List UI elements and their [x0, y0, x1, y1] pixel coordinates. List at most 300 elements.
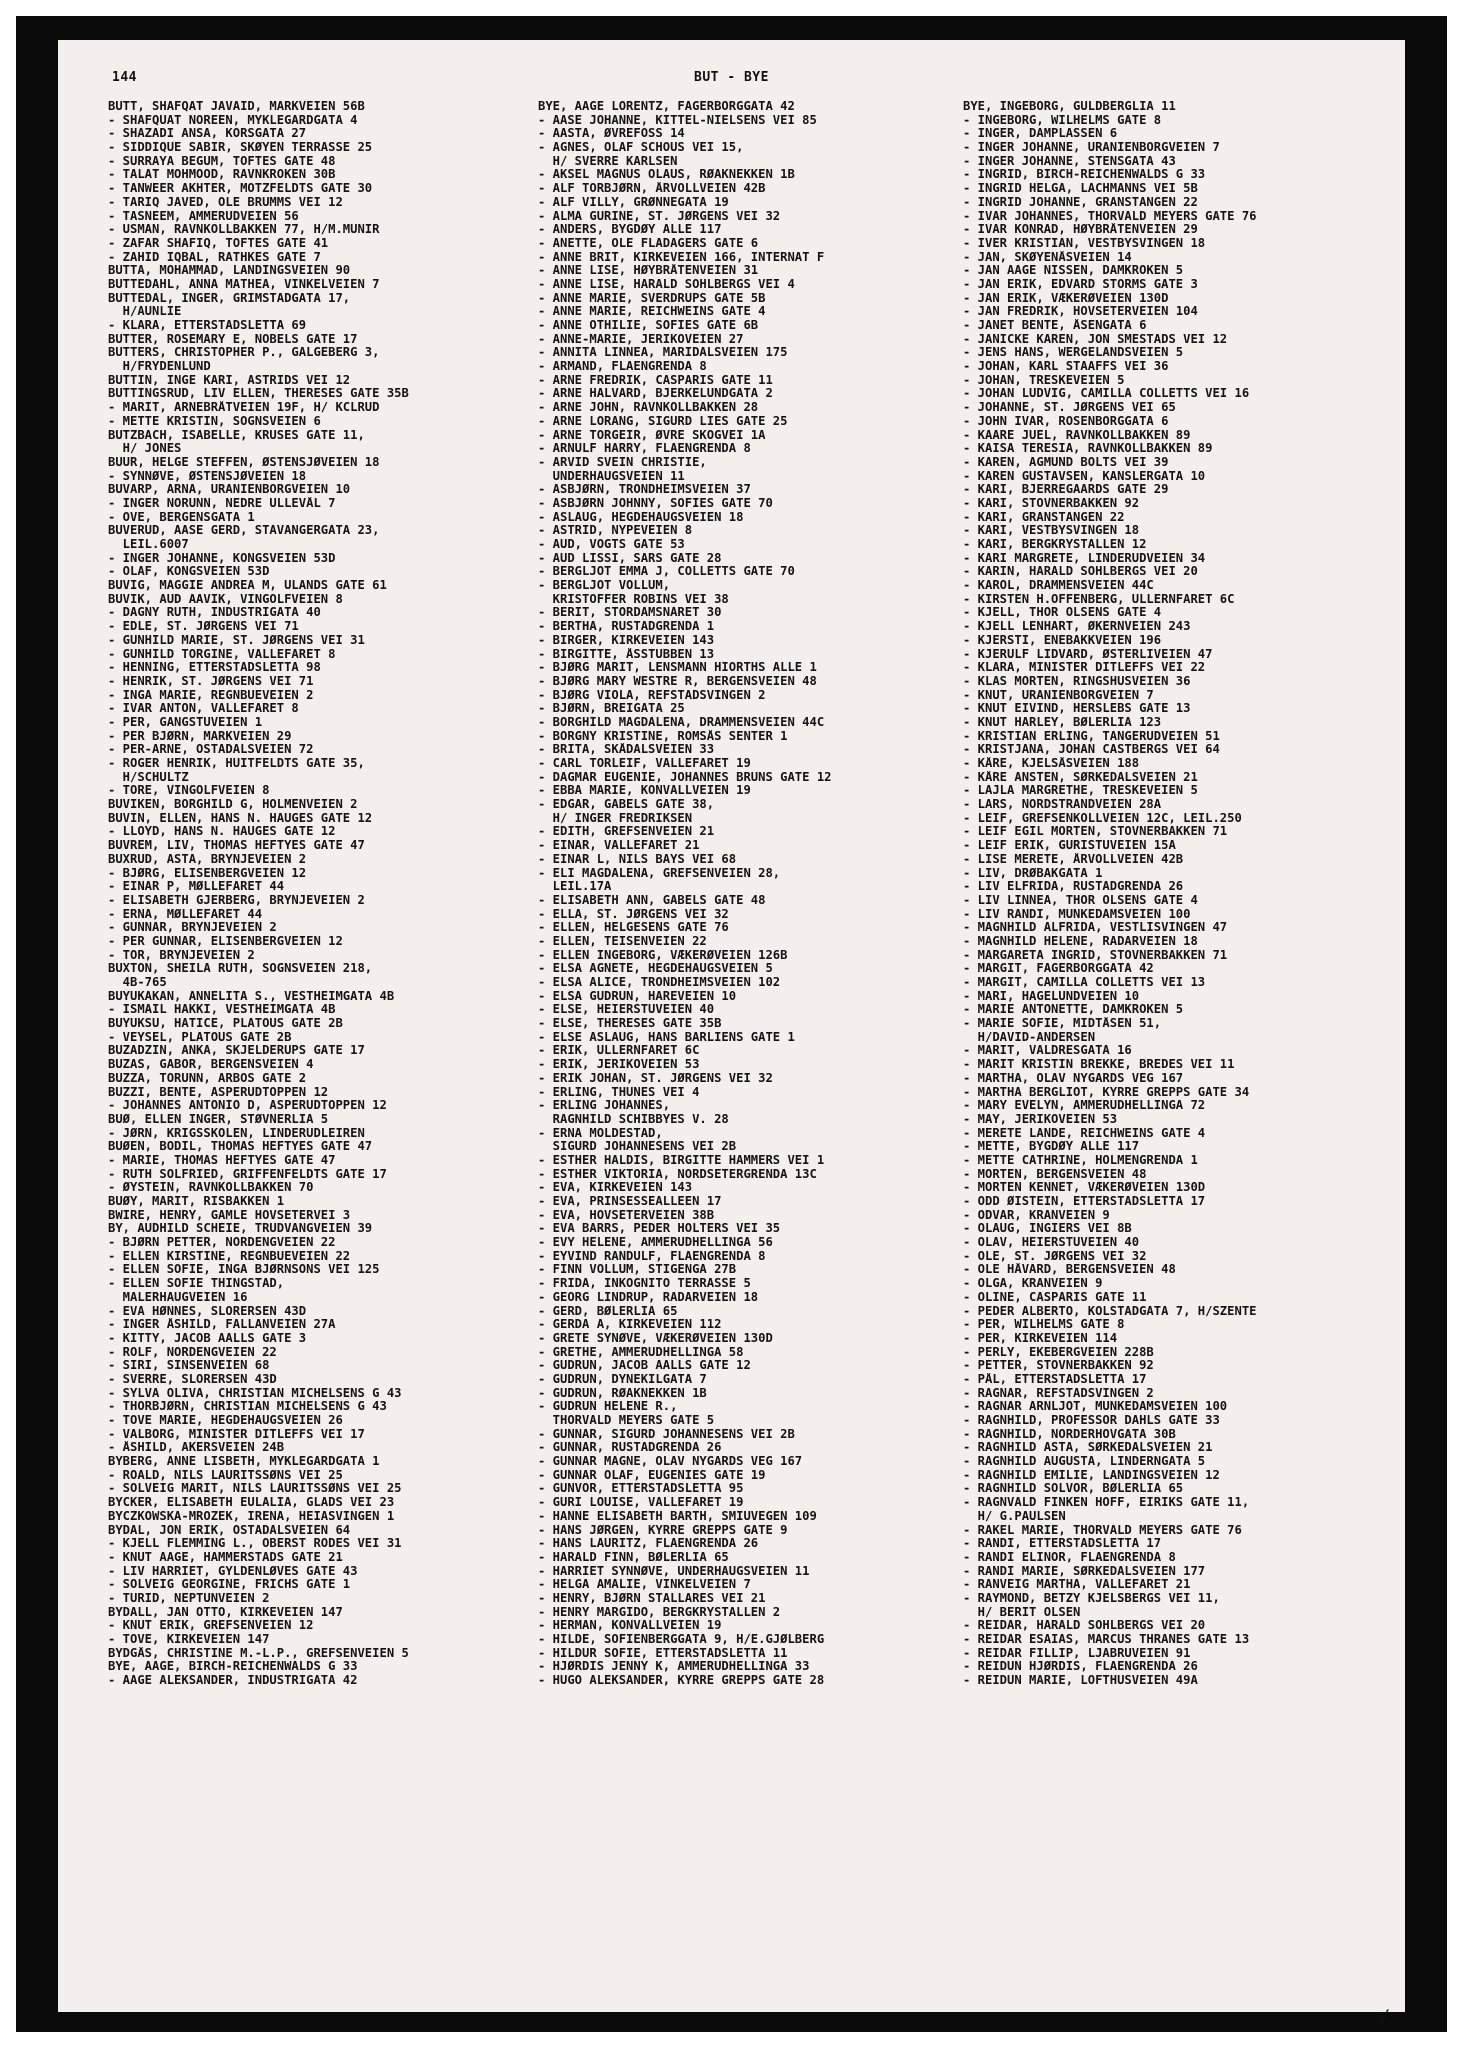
- directory-entry: - KJERSTI, ENEBAKKVEIEN 196: [963, 633, 1162, 647]
- directory-entry: - ARNE TORGEIR, ØVRE SKOGVEI 1A: [538, 428, 766, 442]
- directory-entry: - ELI MAGDALENA, GREFSENVEIEN 28,: [538, 866, 781, 880]
- directory-entry: - EDITH, GREFSENVEIEN 21: [538, 825, 715, 839]
- directory-entry: H/ G.PAULSEN: [963, 1509, 1066, 1523]
- directory-entry: - ELSE, HEIERSTUVEIEN 40: [538, 1003, 715, 1017]
- directory-entry: - INGER, DAMPLASSEN 6: [963, 127, 1118, 141]
- directory-entry: - ERNA MOLDESTAD,: [538, 1126, 663, 1140]
- directory-entry: - BJØRG, ELISENBERGVEIEN 12: [108, 866, 307, 880]
- directory-entry: - LISE MERETE, ÅRVOLLVEIEN 42B: [963, 852, 1184, 866]
- directory-entry: - KNUT HARLEY, BØLERLIA 123: [963, 715, 1162, 729]
- directory-entry: - ALF VILLY, GRØNNEGATA 19: [538, 195, 729, 209]
- directory-entry: - SIDDIQUE SABIR, SKØYEN TERRASSE 25: [108, 141, 373, 155]
- directory-entry: - ARNE FREDRIK, CASPARIS GATE 11: [538, 373, 773, 387]
- directory-entry: - INGA MARIE, REGNBUEVEIEN 2: [108, 688, 314, 702]
- directory-entry: - KJELL LENHART, ØKERNVEIEN 243: [963, 620, 1191, 634]
- directory-entry: - BERGLJOT EMMA J, COLLETTS GATE 70: [538, 565, 795, 579]
- directory-entry: BUVIK, AUD AAVIK, VINGOLFVEIEN 8: [108, 592, 343, 606]
- directory-entry: BUXRUD, ASTA, BRYNJEVEIEN 2: [108, 852, 307, 866]
- directory-entry: - REIDAR ESAIAS, MARCUS THRANES GATE 13: [963, 1633, 1250, 1646]
- directory-entry: - TURID, NEPTUNVEIEN 2: [108, 1591, 270, 1605]
- directory-entry: - HUGO ALEKSANDER, KYRRE GREPPS GATE 28: [538, 1674, 825, 1688]
- directory-entry: - TOR, BRYNJEVEIEN 2: [108, 948, 255, 962]
- directory-entry: - ERIK, ULLERNFARET 6C: [538, 1044, 700, 1058]
- directory-entry: - ASLAUG, HEGDEHAUGSVEIEN 18: [538, 510, 744, 524]
- directory-entry: - ELLEN, TEISENVEIEN 22: [538, 934, 707, 948]
- directory-entry: - ERNA, MØLLEFARET 44: [108, 907, 263, 921]
- directory-entry: - BJØRN PETTER, NORDENGVEIEN 22: [108, 1236, 336, 1250]
- directory-entry: - BERGLJOT VOLLUM,: [538, 579, 671, 593]
- directory-entry: - ANETTE, OLE FLADAGERS GATE 6: [538, 236, 759, 250]
- directory-entry: - ANNE BRIT, KIRKEVEIEN 166, INTERNAT F: [538, 250, 825, 264]
- directory-entry: - PER, WILHELMS GATE 8: [963, 1318, 1125, 1332]
- directory-entry: BUYUKSU, HATICE, PLATOUS GATE 2B: [108, 1017, 343, 1031]
- directory-entry: - GERD, BØLERLIA 65: [538, 1304, 678, 1318]
- directory-entry: - ARVID SVEIN CHRISTIE,: [538, 455, 707, 469]
- directory-entry: - EVY HELENE, AMMERUDHELLINGA 56: [538, 1236, 773, 1250]
- directory-entry: - OLINE, CASPARIS GATE 11: [963, 1290, 1147, 1304]
- directory-entry: - RAGNHILD SOLVOR, BØLERLIA 65: [963, 1482, 1184, 1496]
- check-mark: √: [1378, 2008, 1389, 2027]
- directory-entry: - JØRN, KRIGSSKOLEN, LINDERUDLEIREN: [108, 1126, 365, 1140]
- directory-entry: BYDAL, JON ERIK, OSTADALSVEIEN 64: [108, 1523, 351, 1537]
- directory-entry: - LIV ELFRIDA, RUSTADGRENDA 26: [963, 880, 1184, 894]
- directory-entry: - DAGNY RUTH, INDUSTRIGATA 40: [108, 606, 321, 620]
- directory-entry: - JAN ERIK, VÆKERØVEIEN 130D: [963, 291, 1169, 305]
- listing-column-3: [963, 100, 1383, 1688]
- directory-entry: - RANDI MARIE, SØRKEDALSVEIEN 177: [963, 1564, 1206, 1578]
- directory-entry: - EDGAR, GABELS GATE 38,: [538, 798, 715, 812]
- directory-entry: - ZAHID IQBAL, RATHKES GATE 7: [108, 250, 321, 264]
- directory-entry: - JOHAN LUDVIG, CAMILLA COLLETTS VEI 16: [963, 387, 1250, 401]
- directory-entry: BUTT, SHAFQAT JAVAID, MARKVEIEN 56B: [108, 100, 365, 113]
- directory-entry: - RUTH SOLFRIED, GRIFFENFELDTS GATE 17: [108, 1167, 387, 1181]
- directory-entry: BUØ, ELLEN INGER, STØVNERLIA 5: [108, 1112, 329, 1126]
- directory-entry: - ARMAND, FLAENGRENDA 8: [538, 360, 707, 374]
- directory-entry: - ANNE LISE, HARALD SÖHLBERGS VEI 4: [538, 277, 795, 291]
- directory-entry: - HENNING, ETTERSTADSLETTA 98: [108, 661, 321, 675]
- directory-entry: - ALF TORBJØRN, ÅRVOLLVEIEN 42B: [538, 182, 766, 196]
- directory-entry: - RAGNHILD ASTA, SØRKEDALSVEIEN 21: [963, 1441, 1213, 1455]
- directory-entry: - MAGNHILD HELENE, RADARVEIEN 18: [963, 934, 1198, 948]
- directory-entry: - RAGNVALD FINKEN HOFF, EIRIKS GATE 11,: [963, 1496, 1250, 1510]
- directory-entry: - GUDRUN, DYNEKILGATA 7: [538, 1372, 707, 1386]
- directory-entry: H/DAVID-ANDERSEN: [963, 1030, 1096, 1044]
- directory-entry: - TARIQ JAVED, OLE BRUMMS VEI 12: [108, 195, 343, 209]
- directory-entry: - KNUT AAGE, HAMMERSTADS GATE 21: [108, 1550, 343, 1564]
- directory-entry: - SURRAYA BEGUM, TOFTES GATE 48: [108, 154, 336, 168]
- directory-entry: - GURI LOUISE, VALLEFARET 19: [538, 1496, 744, 1510]
- directory-entry: - BIRGER, KIRKEVEIEN 143: [538, 633, 715, 647]
- directory-entry: - ELLA, ST. JØRGENS VEI 32: [538, 907, 729, 921]
- directory-entry: - METTE CATHRINE, HOLMENGRENDA 1: [963, 1153, 1198, 1167]
- directory-entry: - AUD, VOGTS GATE 53: [538, 538, 685, 551]
- directory-entry: - INGRID HELGA, LACHMANNS VEI 5B: [963, 182, 1198, 196]
- directory-entry: - KLARA, MINISTER DITLEFFS VEI 22: [963, 661, 1206, 675]
- directory-entry: - ELLEN INGEBORG, VÆKERØVEIEN 126B: [538, 948, 788, 962]
- directory-entry: - SIRI, SINSENVEIEN 68: [108, 1359, 270, 1373]
- directory-entry: BYE, INGEBORG, GULDBERGLIA 11: [963, 100, 1176, 113]
- directory-entry: - INGER JOHANNE, STENSGATA 43: [963, 154, 1176, 168]
- directory-entry: - VEYSEL, PLATOUS GATE 2B: [108, 1030, 292, 1044]
- directory-entry: - ALMA GURINE, ST. JØRGENS VEI 32: [538, 209, 781, 223]
- directory-entry: - FRIDA, INKOGNITO TERRASSE 5: [538, 1277, 751, 1291]
- directory-entry: - RANDI, ETTERSTADSLETTA 17: [963, 1537, 1162, 1551]
- directory-entry: - MARIT, ARNEBRÅTVEIEN 19F, H/ KCLRUD: [108, 401, 380, 415]
- directory-entry: - GUNHILD MARIE, ST. JØRGENS VEI 31: [108, 633, 365, 647]
- directory-entry: - TANWEER AKHTER, MOTZFELDTS GATE 30: [108, 182, 373, 196]
- directory-entry: - MARY EVELYN, AMMERUDHELLINGA 72: [963, 1099, 1206, 1113]
- directory-entry: - KAISA TERESIA, RAVNKOLLBAKKEN 89: [963, 442, 1213, 456]
- directory-entry: - GUNNAR OLAF, EUGENIES GATE 19: [538, 1468, 766, 1482]
- directory-entry: - REIDUN MARIE, LOFTHUSVEIEN 49A: [963, 1674, 1198, 1688]
- directory-entry: - SOLVEIG GEORGINE, FRICHS GATE 1: [108, 1578, 351, 1592]
- directory-entry: - SYLVA OLIVA, CHRISTIAN MICHELSENS G 43: [108, 1386, 402, 1400]
- directory-entry: - TORE, VINGOLFVEIEN 8: [108, 784, 270, 798]
- directory-entry: - ANNE OTHILIE, SOFIES GATE 6B: [538, 319, 759, 332]
- directory-entry: - KAREN GUSTAVSEN, KANSLERGATA 10: [963, 469, 1206, 483]
- directory-entry: - EVA, PRINSESSEALLEEN 17: [538, 1195, 722, 1208]
- directory-entry: - PER BJØRN, MARKVEIEN 29: [108, 729, 292, 743]
- directory-entry: - CARL TORLEIF, VALLEFARET 19: [538, 757, 751, 770]
- directory-entry: - AGNES, OLAF SCHOUS VEI 15,: [538, 141, 744, 155]
- directory-entry: - MARIT KRISTIN BREKKE, BREDES VEI 11: [963, 1058, 1235, 1072]
- directory-entry: - GUNVOR, ETTERSTADSLETTA 95: [538, 1482, 744, 1496]
- directory-entry: - PER, GANGSTUVEIEN 1: [108, 715, 263, 729]
- directory-entry: - RANDI ELINOR, FLAENGRENDA 8: [963, 1550, 1176, 1564]
- directory-entry: - LAJLA MARGRETHE, TRESKEVEIEN 5: [963, 784, 1198, 798]
- directory-entry: - ROALD, NILS LAURITSSØNS VEI 25: [108, 1468, 343, 1482]
- directory-entry: - AUD LISSI, SARS GATE 28: [538, 551, 722, 565]
- directory-entry: - EINAR P, MØLLEFARET 44: [108, 880, 285, 894]
- directory-entry: - ERIK JOHAN, ST. JØRGENS VEI 32: [538, 1071, 773, 1085]
- directory-entry: - MORTEN KENNET, VÆKERØVEIEN 130D: [963, 1181, 1206, 1195]
- directory-entry: - EINAR, VALLEFARET 21: [538, 839, 700, 853]
- directory-entry: - KARI, VESTBYSVINGEN 18: [963, 524, 1140, 538]
- directory-entry: BWIRE, HENRY, GAMLE HOVSETERVEI 3: [108, 1208, 351, 1222]
- directory-entry: - ODD ØISTEIN, ETTERSTADSLETTA 17: [963, 1195, 1206, 1208]
- directory-entry: - BJØRN, BREIGATA 25: [538, 702, 685, 716]
- directory-entry: - ELLEN, HELGESENS GATE 76: [538, 921, 729, 935]
- directory-entry: - ELSA GUDRUN, HAREVEIEN 10: [538, 989, 737, 1003]
- directory-entry: LEIL.6007: [108, 538, 189, 551]
- directory-entry: MALERHAUGVEIEN 16: [108, 1290, 248, 1304]
- directory-entry: BUZADZIN, ANKA, SKJELDERUPS GATE 17: [108, 1044, 365, 1058]
- directory-entry: - ELSE ASLAUG, HANS BARLIENS GATE 1: [538, 1030, 795, 1044]
- directory-entry: - ELISABETH ANN, GABELS GATE 48: [538, 893, 766, 907]
- directory-entry: - KARI, STOVNERBAKKEN 92: [963, 496, 1140, 510]
- directory-entry: - MAY, JERIKOVEIEN 53: [963, 1112, 1118, 1126]
- directory-entry: - SVERRE, SLORERSEN 43D: [108, 1372, 277, 1386]
- listing-column-1: [108, 100, 528, 1688]
- directory-entry: - PERLY, EKEBERGVEIEN 228B: [963, 1345, 1154, 1359]
- directory-entry: BUVIG, MAGGIE ANDREA M, ULANDS GATE 61: [108, 579, 387, 593]
- directory-entry: - GUDRUN, RØAKNEKKEN 1B: [538, 1386, 707, 1400]
- directory-entry: BYDALL, JAN OTTO, KIRKEVEIEN 147: [108, 1605, 343, 1619]
- directory-entry: - ELSE, THERESES GATE 35B: [538, 1017, 722, 1031]
- directory-entry: BUTTA, MOHAMMAD, LANDINGSVEIEN 90: [108, 264, 351, 278]
- directory-entry: - ØYSTEIN, RAVNKOLLBAKKEN 70: [108, 1181, 314, 1195]
- directory-entry: - SOLVEIG MARIT, NILS LAURITSSØNS VEI 25: [108, 1482, 402, 1496]
- directory-entry: - BJØRG MARY WESTRE R, BERGENSVEIEN 48: [538, 674, 817, 688]
- directory-entry: BYCZKOWSKA-MROZEK, IRENA, HEIASVINGEN 1: [108, 1509, 395, 1523]
- directory-entry: - GUNNAR MAGNE, OLAV NYGARDS VEG 167: [538, 1455, 803, 1469]
- directory-entry: - RAGNAR ARNLJOT, MUNKEDAMSVEIEN 100: [963, 1400, 1228, 1414]
- directory-entry: - JAN FREDRIK, HOVSETERVEIEN 104: [963, 305, 1198, 319]
- directory-entry: - GUNNAR, SIGURD JOHANNESENS VEI 2B: [538, 1427, 795, 1441]
- directory-entry: - HENRY, BJØRN STALLARES VEI 21: [538, 1591, 766, 1605]
- directory-entry: - IVAR KONRAD, HØYBRÅTENVEIEN 29: [963, 223, 1198, 237]
- directory-entry: - MAGNHILD ALFRIDA, VESTLISVINGEN 47: [963, 921, 1228, 935]
- directory-entry: - KARI MARGRETE, LINDERUDVEIEN 34: [963, 551, 1206, 565]
- directory-entry: - SHAZADI ANSA, KÖRSGATA 27: [108, 127, 307, 141]
- directory-entry: - JAN ERIK, EDVARD STORMS GATE 3: [963, 277, 1198, 291]
- directory-entry: - HENRIK, ST. JØRGENS VEI 71: [108, 674, 314, 688]
- directory-entry: - PEDER ALBERTO, KOLSTADGATA 7, H/SZENTE: [963, 1304, 1257, 1318]
- directory-entry: - FINN VOLLUM, STIGENGA 27B: [538, 1263, 737, 1277]
- directory-entry: - INGER JOHANNE, KONGSVEIEN 53D: [108, 551, 336, 565]
- directory-entry: - LLOYD, HANS N. HAUGES GATE 12: [108, 825, 336, 839]
- directory-entry: - LEIF EGIL MORTEN, STOVNERBAKKEN 71: [963, 825, 1228, 839]
- directory-entry: - LIV HARRIET, GYLDENLØVES GATE 43: [108, 1564, 358, 1578]
- directory-entry: - EBBA MARIE, KONVALLVEIEN 19: [538, 784, 751, 798]
- directory-entry: - ASBJØRN, TRONDHEIMSVEIEN 37: [538, 483, 751, 497]
- directory-entry: - PETTER, STOVNERBAKKEN 92: [963, 1359, 1154, 1373]
- directory-entry: BUZZA, TORUNN, ARBOS GATE 2: [108, 1071, 307, 1085]
- directory-entry: - KNUT, URANIENBORGVEIEN 7: [963, 688, 1154, 702]
- directory-entry: - BERIT, STORDAMSNARET 30: [538, 606, 722, 620]
- directory-entry: - MORTEN, BERGENSVEIEN 48: [963, 1167, 1147, 1181]
- directory-entry: UNDERHAUGSVEIEN 11: [538, 469, 685, 483]
- directory-entry: - ELSA ALICE, TRONDHEIMSVEIEN 102: [538, 976, 781, 989]
- directory-entry: - JANET BENTE, ÅSENGATA 6: [963, 319, 1147, 332]
- directory-entry: - RAGNHILD, PROFESSOR DAHLS GATE 33: [963, 1414, 1220, 1427]
- directory-entry: - ELLEN SOFIE, INGA BJØRNSONS VEI 125: [108, 1263, 380, 1277]
- directory-entry: - ELLEN SOFIE THINGSTAD,: [108, 1277, 285, 1291]
- directory-entry: - INGER ÅSHILD, FALLANVEIEN 27A: [108, 1318, 336, 1332]
- directory-entry: - JOHN IVAR, ROSENBORGGATA 6: [963, 414, 1169, 428]
- directory-entry: - KIRSTEN H.OFFENBERG, ULLERNFARET 6C: [963, 592, 1235, 606]
- directory-entry: - AAGE ALEKSANDER, INDUSTRIGATA 42: [108, 1674, 358, 1688]
- directory-entry: - KAROL, DRAMMENSVEIEN 44C: [963, 579, 1154, 593]
- directory-entry: RAGNHILD SCHIBBYES V. 28: [538, 1112, 729, 1126]
- directory-entry: - AKSEL MAGNUS OLAUS, RØAKNEKKEN 1B: [538, 168, 795, 182]
- directory-entry: - GUDRUN, JACOB AALLS GATE 12: [538, 1359, 751, 1373]
- directory-entry: - BORGNY KRISTINE, ROMSÅS SENTER 1: [538, 729, 788, 743]
- directory-entry: 4B-765: [108, 976, 167, 989]
- directory-entry: - TALAT MOHMOOD, RAVNKROKEN 30B: [108, 168, 336, 182]
- directory-entry: - OLGA, KRANVEIEN 9: [963, 1277, 1103, 1291]
- directory-entry: - MARIE, THOMAS HEFTYES GATE 47: [108, 1153, 336, 1167]
- directory-entry: - PER, KIRKEVEIEN 114: [963, 1331, 1118, 1345]
- directory-entry: H/ JONES: [108, 442, 182, 456]
- directory-entry: - HELGA AMALIE, VINKELVEIEN 7: [538, 1578, 751, 1592]
- directory-entry: - ARNE HALVARD, BJERKELUNDGATA 2: [538, 387, 773, 401]
- directory-entry: - OLAV, HEIERSTUVEIEN 40: [963, 1236, 1140, 1250]
- directory-entry: BUTTEDAL, INGER, GRIMSTADGATA 17,: [108, 291, 351, 305]
- directory-entry: - EDLE, ST. JØRGENS VEI 71: [108, 620, 299, 634]
- directory-entry: - KAREN, AGMUND BOLTS VEI 39: [963, 455, 1169, 469]
- directory-entry: BUYUKAKAN, ANNELITA S., VESTHEIMGATA 4B: [108, 989, 395, 1003]
- directory-entry: - JOHANNES ANTONIO D, ASPERUDTOPPEN 12: [108, 1099, 387, 1113]
- directory-entry: H/ BERIT OLSEN: [963, 1605, 1081, 1619]
- directory-entry: - OLAUG, INGIERS VEI 8B: [963, 1222, 1132, 1236]
- directory-entry: - GERDA A, KIRKEVEIEN 112: [538, 1318, 722, 1332]
- directory-entry: - GRETE SYNØVE, VÆKERØVEIEN 130D: [538, 1331, 773, 1345]
- directory-entry: - HARRIET SYNNØVE, UNDERHAUGSVEIEN 11: [538, 1564, 810, 1578]
- directory-entry: - TOVE MARIE, HEGDEHAUGSVEIEN 26: [108, 1414, 343, 1427]
- directory-entry: - HILDE, SOFIENBERGGATA 9, H/E.GJØLBERG: [538, 1633, 825, 1646]
- directory-entry: - KÅRE ANSTEN, SØRKEDALSVEIEN 21: [963, 770, 1198, 784]
- directory-entry: - RAYMOND, BETZY KJELSBERGS VEI 11,: [963, 1591, 1220, 1605]
- directory-entry: - BJØRG MARIT, LENSMANN HIORTHS ALLÉ 1: [538, 661, 817, 675]
- directory-entry: - HANNE ELISABETH BARTH, SMIUVEGEN 109: [538, 1509, 817, 1523]
- directory-entry: - SHAFQUAT NOREEN, MYKLEGARDGATA 4: [108, 113, 358, 127]
- directory-entry: BUZZI, BENTE, ASPERUDTOPPEN 12: [108, 1085, 329, 1099]
- directory-entry: - ARNE JOHN, RAVNKOLLBAKKEN 28: [538, 401, 759, 415]
- directory-entry: - EVA HØNNES, SLORERSEN 43D: [108, 1304, 307, 1318]
- directory-entry: - PER-ARNE, OSTADALSVEIEN 72: [108, 743, 314, 757]
- directory-entry: - ERIK, JERIKOVEIEN 53: [538, 1058, 700, 1072]
- directory-entry: BUVERUD, AASE GERD, STAVANGERGATA 23,: [108, 524, 380, 538]
- directory-entry: - RAKEL MARIE, THORVALD MEYERS GATE 76: [963, 1523, 1242, 1537]
- directory-entry: BUTZBACH, ISABELLE, KRUSES GATE 11,: [108, 428, 365, 442]
- directory-entry: - LIV RANDI, MUNKEDAMSVEIEN 100: [963, 907, 1191, 921]
- directory-entry: - GUNNAR, BRYNJEVEIEN 2: [108, 921, 277, 935]
- directory-entry: - INGER JOHANNE, URANIENBORGVEIEN 7: [963, 141, 1220, 155]
- directory-entry: - MARIE SOFIE, MIDTÅSEN 51,: [963, 1017, 1162, 1031]
- directory-entry: - OLAF, KONGSVEIEN 53D: [108, 565, 270, 579]
- directory-entry: - LIV LINNEA, THOR OLSENS GATE 4: [963, 893, 1198, 907]
- directory-entry: - JAN, SKØYENÅSVEIEN 14: [963, 250, 1132, 264]
- directory-entry: - METTE KRISTIN, SOGNSVEIEN 6: [108, 414, 321, 428]
- directory-entry: - RAGNHILD AUGUSTA, LINDERNGATA 5: [963, 1455, 1206, 1469]
- directory-entry: - IVAR JOHANNES, THORVALD MEYERS GATE 76: [963, 209, 1257, 223]
- directory-entry: KRISTOFFER ROBINS VEI 38: [538, 592, 729, 606]
- directory-entry: - REIDAR, HARALD SOHLBERGS VEI 20: [963, 1619, 1206, 1633]
- directory-entry: - ZAFAR SHAFIQ, TOFTES GATE 41: [108, 236, 329, 250]
- directory-entry: - BJØRG VIOLA, REFSTADSVINGEN 2: [538, 688, 766, 702]
- directory-entry: - TOVE, KIRKEVEIEN 147: [108, 1633, 270, 1646]
- directory-entry: - EINAR L, NILS BAYS VEI 68: [538, 852, 737, 866]
- directory-entry: - MARIE ANTONETTE, DAMKROKEN 5: [963, 1003, 1184, 1017]
- directory-entry: - JOHAN, KARL STAAFFS VEI 36: [963, 360, 1169, 374]
- directory-entry: - KAARE JUEL, RAVNKOLLBAKKEN 89: [963, 428, 1191, 442]
- directory-entry: BUVIKEN, BORGHILD G, HOLMENVEIEN 2: [108, 798, 358, 812]
- directory-entry: - BIRGITTE, ÅSSTUBBEN 13: [538, 647, 715, 661]
- directory-entry: - MARGIT, FAGERBORGGATA 42: [963, 962, 1154, 976]
- directory-entry: - ERLING JOHANNES,: [538, 1099, 671, 1113]
- directory-entry: BYE, AAGE, BIRCH-REICHENWALDS G 33: [108, 1660, 358, 1674]
- directory-entry: - KNUT EIVIND, HERSLEBS GATE 13: [963, 702, 1191, 716]
- directory-entry: BUTTINGSRUD, LIV ELLEN, THERESES GATE 35B: [108, 387, 409, 401]
- directory-entry: - MARI, HAGELUNDVEIEN 10: [963, 989, 1140, 1003]
- directory-entry: - ARNE LORANG, SIGURD LIES GATE 25: [538, 414, 788, 428]
- directory-entry: - KARIN, HARALD SOHLBERGS VEI 20: [963, 565, 1198, 579]
- directory-entry: - JAN AAGE NISSEN, DAMKROKEN 5: [963, 264, 1184, 278]
- directory-entry: - MARGIT, CAMILLA COLLETTS VEI 13: [963, 976, 1206, 989]
- directory-entry: - IVER KRISTIAN, VESTBYSVINGEN 18: [963, 236, 1206, 250]
- directory-entry: - MARGARETA INGRID, STOVNERBAKKEN 71: [963, 948, 1228, 962]
- directory-entry: - KNUT ERIK, GREFSENVEIEN 12: [108, 1619, 314, 1633]
- directory-entry: - VALBORG, MINISTER DITLEFFS VEI 17: [108, 1427, 365, 1441]
- directory-entry: - RAGNAR, REFSTADSVINGEN 2: [963, 1386, 1154, 1400]
- directory-entry: - MARIT, VALDRESGATA 16: [963, 1044, 1132, 1058]
- directory-entry: BUVREM, LIV, THOMAS HEFTYES GATE 47: [108, 839, 365, 853]
- directory-entry: - BRITA, SKÅDALSVEIEN 33: [538, 743, 715, 757]
- directory-entry: - KJERULF LIDVARD, ØSTERLIVEIEN 47: [963, 647, 1213, 661]
- directory-entry: - ODVAR, KRANVEIEN 9: [963, 1208, 1110, 1222]
- page-header: BUT - BYE: [694, 70, 769, 85]
- directory-entry: - USMAN, RAVNKOLLBAKKEN 77, H/M.MUNIR: [108, 223, 380, 237]
- directory-entry: - LEIF ERIK, GURISTUVEIEN 15A: [963, 839, 1176, 853]
- directory-entry: - ELLEN KIRSTINE, REGNBUEVEIEN 22: [108, 1249, 351, 1263]
- page-number: 144: [112, 70, 137, 85]
- directory-entry: BYE, AAGE LORENTZ, FAGERBORGGATA 42: [538, 100, 795, 113]
- directory-entry: - HERMAN, KONVALLVEIEN 19: [538, 1619, 722, 1633]
- directory-entry: - ANNE LISE, HØYBRÅTENVEIEN 31: [538, 264, 759, 278]
- directory-entry: SIGURD JOHANNESENS VEI 2B: [538, 1140, 737, 1154]
- listing-column-2: [538, 100, 958, 1688]
- directory-entry: H/ SVERRE KARLSEN: [538, 154, 678, 168]
- directory-entry: - JOHANNE, ST. JØRGENS VEI 65: [963, 401, 1176, 415]
- directory-entry: - GUDRUN HELENE R.,: [538, 1400, 678, 1414]
- directory-entry: BUØY, MARIT, RISBAKKEN 1: [108, 1195, 285, 1208]
- directory-entry: - KÅRE, KJELSÅSVEIEN 188: [963, 757, 1140, 770]
- directory-entry: - IVAR ANTON, VALLEFARET 8: [108, 702, 299, 716]
- directory-entry: - HANS JØRGEN, KYRRE GREPPS GATE 9: [538, 1523, 788, 1537]
- directory-entry: - HJØRDIS JENNY K, AMMERUDHELLINGA 33: [538, 1660, 810, 1674]
- directory-entry: H/FRYDENLUND: [108, 360, 211, 374]
- directory-entry: - INGRID, BIRCH-REICHENWALDS G 33: [963, 168, 1206, 182]
- directory-entry: - HARALD FINN, BØLERLIA 65: [538, 1550, 729, 1564]
- directory-entry: - KITTY, JACOB AALLS GATE 3: [108, 1331, 307, 1345]
- directory-entry: - AASTA, ØVREFÖSS 14: [538, 127, 685, 141]
- directory-entry: BUTTERS, CHRISTOPHER P., GALGEBERG 3,: [108, 346, 380, 360]
- directory-entry: - THORBJØRN, CHRISTIAN MICHELSENS G 43: [108, 1400, 387, 1414]
- directory-entry: - BERTHA, RUSTADGRENDA 1: [538, 620, 715, 634]
- directory-entry: - REIDUN HJØRDIS, FLAENGRENDA 26: [963, 1660, 1198, 1674]
- directory-entry: - MERETE LANDE, REICHWEINS GATE 4: [963, 1126, 1206, 1140]
- directory-entry: - ISMAIL HAKKI, VESTHEIMGATA 4B: [108, 1003, 336, 1017]
- directory-entry: - ANNE MARIE, SVERDRUPS GATE 5B: [538, 291, 766, 305]
- directory-entry: - KRISTJANA, JOHAN CASTBERGS VEI 64: [963, 743, 1220, 757]
- directory-entry: - ELISABETH GJERBERG, BRYNJEVEIEN 2: [108, 893, 365, 907]
- directory-entry: BUTTIN, INGE KARI, ASTRIDS VEI 12: [108, 373, 351, 387]
- directory-entry: - ELSA AGNETE, HEGDEHAUGSVEIEN 5: [538, 962, 773, 976]
- directory-entry: H/SCHULTZ: [108, 770, 189, 784]
- directory-entry: - EYVIND RANDULF, FLAENGRENDA 8: [538, 1249, 766, 1263]
- directory-entry: - KARI, BJERREGAARDS GATE 29: [963, 483, 1169, 497]
- directory-entry: - RAGNHILD, NORDERHOVGATA 30B: [963, 1427, 1176, 1441]
- directory-entry: - ASBJØRN JOHNNY, SOFIES GATE 70: [538, 496, 773, 510]
- directory-entry: - ANNE-MARIE, JERIKOVEIEN 27: [538, 332, 744, 346]
- directory-entry: BYDGÅS, CHRISTINE M.-L.P., GREFSENVEIEN 5: [108, 1646, 409, 1660]
- directory-entry: BUXTON, SHEILA RUTH, SOGNSVEIEN 218,: [108, 962, 373, 976]
- directory-entry: - ANNITA LINNEA, MARIDALSVEIEN 175: [538, 346, 788, 360]
- directory-entry: - HILDUR SOFIE, ETTERSTADSLETTA 11: [538, 1646, 788, 1660]
- directory-entry: - MARTHA BERGLIOT, KYRRE GREPPS GATE 34: [963, 1085, 1250, 1099]
- directory-entry: - DAGMAR EUGENIE, JOHANNES BRUNS GATE 12: [538, 770, 832, 784]
- directory-entry: LEIL.17A: [538, 880, 612, 894]
- directory-entry: BUØEN, BODIL, THOMAS HEFTYES GATE 47: [108, 1140, 373, 1154]
- directory-entry: - LIV, DRØBAKGATA 1: [963, 866, 1103, 880]
- directory-entry: - ARNULF HARRY, FLAENGRENDA 8: [538, 442, 751, 456]
- directory-entry: THORVALD MEYERS GATE 5: [538, 1414, 715, 1427]
- directory-entry: - KLARA, ETTERSTADSLETTA 69: [108, 319, 307, 332]
- directory-entry: - EVA, KIRKEVEIEN 143: [538, 1181, 693, 1195]
- directory-entry: BUTTER, ROSEMARY E, NOBELS GATE 17: [108, 332, 358, 346]
- directory-entry: - JANICKE KAREN, JON SMESTADS VEI 12: [963, 332, 1228, 346]
